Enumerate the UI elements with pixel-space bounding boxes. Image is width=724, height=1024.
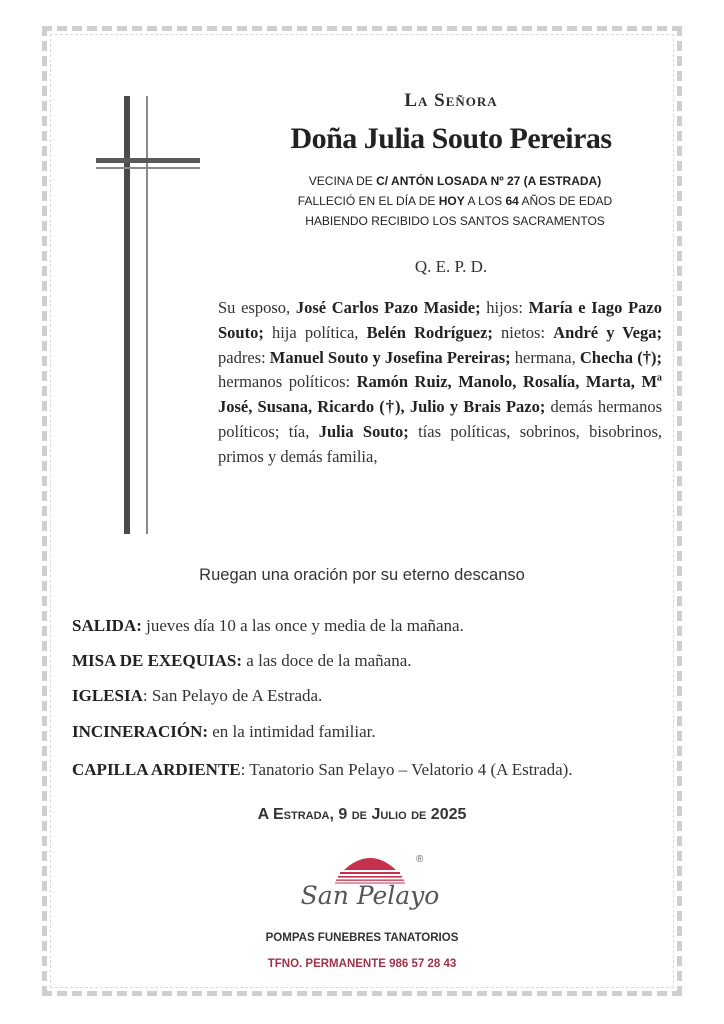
- sun-logo-icon: [335, 858, 405, 884]
- detail-iglesia: IGLESIA: San Pelayo de A Estrada.: [72, 686, 323, 705]
- company-name: POMPAS FUNEBRES TANATORIOS: [265, 932, 459, 944]
- deceased-name: Doña Julia Souto Pereiras: [290, 122, 612, 155]
- phone-number: TFNO. PERMANENTE 986 57 28 43: [267, 958, 457, 970]
- registered-mark: ®: [416, 854, 424, 865]
- address-line: VECINA DE C/ ANTÓN LOSADA Nº 27 (A ESTRADA): [308, 174, 602, 188]
- detail-salida: SALIDA: jueves día 10 a las once y media de la mañana.: [72, 616, 464, 635]
- prayer-request: Ruegan una oración por su eterno descanso: [199, 566, 525, 584]
- sacraments-line: HABIENDO RECIBIDO LOS SANTOS SACRAMENTOS: [305, 214, 605, 228]
- qepd: Q. E. P. D.: [414, 257, 488, 276]
- detail-misa: MISA DE EXEQUIAS: a las doce de la mañana.: [72, 651, 412, 670]
- death-line: FALLECIÓ EN EL DÍA DE HOY A LOS 64 AÑOS DE EDAD: [297, 194, 613, 208]
- detail-incineracion: INCINERACIÓN: en la intimidad familiar.: [72, 722, 376, 741]
- company-logo: [300, 848, 440, 928]
- detail-capilla: CAPILLA ARDIENTE: Tanatorio San Pelayo – Velatorio 4 (A Estrada).: [72, 760, 573, 779]
- title-prefix: La Señora: [404, 90, 498, 111]
- notice-date: A Estrada, 9 de Julio de 2025: [257, 806, 467, 823]
- logo-text: San Pelayo: [300, 881, 440, 910]
- family-paragraph: Su esposo, José Carlos Pazo Maside; hijos: María e Iago Pazo Souto; hija política, Belén Rodríguez; nietos: André y Vega; padres: Manuel Souto y Josefina Pereiras; hermana, Checha (†); hermanos políticos: Ramón Ruiz, Manolo, Rosalía, Marta, Mª José, Susana, Ricardo (†), Julio y Brais Pazo; demás hermanos políticos; tía, Julia Souto; tías políticas, sobrinos, bisobrinos, primos y demás familia,: [218, 298, 663, 466]
